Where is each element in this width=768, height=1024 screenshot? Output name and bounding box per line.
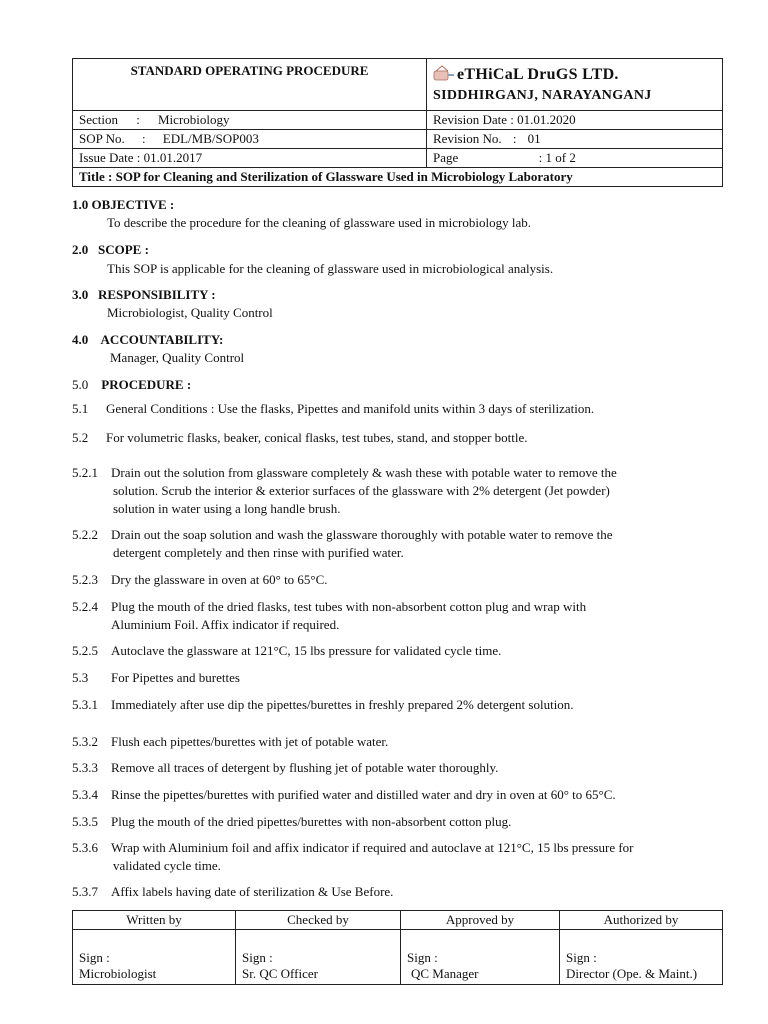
responsibility-heading: 3.0 RESPONSIBILITY : [72, 287, 216, 302]
step-5-3-1-text: Immediately after use dip the pipettes/burettes in freshly prepared 2% detergent solution. [111, 697, 574, 712]
title-value: SOP for Cleaning and Sterilization of Glassware Used in Microbiology Laboratory [115, 169, 573, 184]
procedure-heading: 5.0 PROCEDURE : [72, 377, 192, 392]
authorized-by-header: Authorized by [560, 911, 723, 930]
section-cell: Section : Microbiology [73, 111, 427, 130]
company-name: eTHiCaL DruGS LTD. [457, 66, 619, 83]
step-5-2-5-text: Autoclave the glassware at 121°C, 15 lbs pressure for validated cycle time. [111, 643, 502, 658]
doc-type: STANDARD OPERATING PROCEDURE [130, 63, 369, 78]
step-5-2-4: 5.2.4 [72, 599, 98, 614]
page-label: Page [433, 150, 459, 165]
responsibility-text: Microbiologist, Quality Control [107, 305, 273, 320]
scope-heading: 2.0 SCOPE : [72, 242, 149, 257]
checked-by-header: Checked by [236, 911, 401, 930]
company-logo-icon [433, 65, 455, 81]
checked-by-sign: Sign : Sr. QC Officer [236, 930, 401, 985]
step-5-3-6-line2: validated cycle time. [113, 858, 221, 873]
sop-no-value: EDL/MB/SOP003 [162, 131, 259, 146]
objective-heading: 1.0 OBJECTIVE : [72, 197, 175, 212]
revision-no-label: Revision No. [433, 131, 502, 146]
authorized-by-sign: Sign : Director (Ope. & Maint.) [560, 930, 723, 985]
step-5-2-1: 5.2.1 [72, 465, 98, 480]
step-5-3-6: 5.3.6 [72, 840, 98, 855]
step-5-3-4: 5.3.4 [72, 787, 98, 802]
written-role: Microbiologist [79, 966, 157, 981]
step-5-3-3: 5.3.3 [72, 760, 98, 775]
step-5-1: 5.1 [72, 401, 89, 416]
scope-text: This SOP is applicable for the cleaning of glassware used in microbiological analysis. [107, 261, 554, 276]
step-5-2: 5.2 [72, 430, 89, 445]
step-5-2-4-line2: Aluminium Foil. Affix indicator if required. [111, 617, 340, 632]
step-5-3: 5.3 [72, 670, 89, 685]
signature-table [72, 910, 723, 985]
page-cell: Page : 1 of 2 [427, 149, 723, 168]
step-5-1-text: General Conditions : Use the flasks, Pipettes and manifold units within 3 days of sterilization. [106, 401, 595, 416]
step-5-2-text: For volumetric flasks, beaker, conical flasks, test tubes, stand, and stopper bottle. [106, 430, 528, 445]
sop-no-cell: SOP No. : EDL/MB/SOP003 [73, 130, 427, 149]
step-5-3-5-text: Plug the mouth of the dried pipettes/burettes with non-absorbent cotton plug. [111, 814, 512, 829]
issue-date-cell: Issue Date : 01.01.2017 [73, 149, 427, 168]
authorized-role: Director (Ope. & Maint.) [566, 966, 698, 981]
step-5-3-2-text: Flush each pipettes/burettes with jet of potable water. [111, 734, 389, 749]
revision-date-value: 01.01.2020 [517, 112, 576, 127]
step-5-2-2: 5.2.2 [72, 527, 98, 542]
step-5-2-1-line1: Drain out the solution from glassware completely & wash these with potable water to remove the [111, 465, 617, 480]
sop-header-table [72, 58, 723, 187]
step-5-2-1-line3: solution in water using a long handle brush. [113, 501, 341, 516]
title-label: Title : [79, 169, 113, 184]
step-5-3-7: 5.3.7 [72, 884, 98, 899]
issue-date-label: Issue Date [79, 150, 134, 165]
step-5-3-6-line1: Wrap with Aluminium foil and affix indicator if required and autoclave at 121°C, 15 lbs pressure for [111, 840, 634, 855]
revision-date-cell [427, 111, 723, 130]
step-5-2-4-line1: Plug the mouth of the dried flasks, test tubes with non-absorbent cotton plug and wrap with [111, 599, 587, 614]
accountability-heading: 4.0 ACCOUNTABILITY: [72, 332, 224, 347]
revision-no-value: 01 [527, 131, 541, 146]
step-5-2-3-text: Dry the glassware in oven at 60° to 65°C. [111, 572, 328, 587]
step-5-2-5: 5.2.5 [72, 643, 98, 658]
doc-type-cell [73, 59, 427, 111]
step-5-3-text: For Pipettes and burettes [111, 670, 240, 685]
sop-no-label: SOP No. [79, 131, 125, 146]
step-5-2-1-line2: solution. Scrub the interior & exterior surfaces of the glassware with 2% detergent (Jet powder) [113, 483, 610, 498]
revision-date-label: Revision Date : [433, 112, 514, 127]
section-value: Microbiology [158, 112, 230, 127]
approved-role: QC Manager [411, 966, 479, 981]
step-5-3-2: 5.3.2 [72, 734, 98, 749]
company-cell [427, 59, 723, 111]
step-5-3-3-text: Remove all traces of detergent by flushing jet of potable water thoroughly. [111, 760, 499, 775]
company-address: SIDDHIRGANJ, NARAYANGANJ [433, 88, 652, 103]
step-5-3-4-text: Rinse the pipettes/burettes with purified water and distilled water and dry in oven at 60° to 65°C. [111, 787, 616, 802]
issue-date-value: 01.01.2017 [143, 150, 203, 165]
accountability-text: Manager, Quality Control [110, 350, 245, 365]
approved-by-sign: Sign : QC Manager [401, 930, 560, 985]
step-5-2-3: 5.2.3 [72, 572, 98, 587]
approved-by-header: Approved by [401, 911, 560, 930]
written-by-sign: Sign : Microbiologist [73, 930, 236, 985]
step-5-2-2-line2: detergent completely and then rinse with purified water. [113, 545, 404, 560]
objective-text: To describe the procedure for the cleaning of glassware used in microbiology lab. [107, 215, 531, 230]
revision-no-cell: Revision No. : 01 [427, 130, 723, 149]
title-cell [73, 168, 723, 187]
section-label: Section [79, 112, 118, 127]
page-value: 1 of 2 [545, 150, 576, 165]
checked-role: Sr. QC Officer [242, 966, 318, 981]
step-5-3-5: 5.3.5 [72, 814, 98, 829]
written-by-header: Written by [73, 911, 236, 930]
step-5-3-7-text: Affix labels having date of sterilization & Use Before. [111, 884, 394, 899]
step-5-2-2-line1: Drain out the soap solution and wash the glassware thoroughly with potable water to remove the [111, 527, 613, 542]
step-5-3-1: 5.3.1 [72, 697, 98, 712]
